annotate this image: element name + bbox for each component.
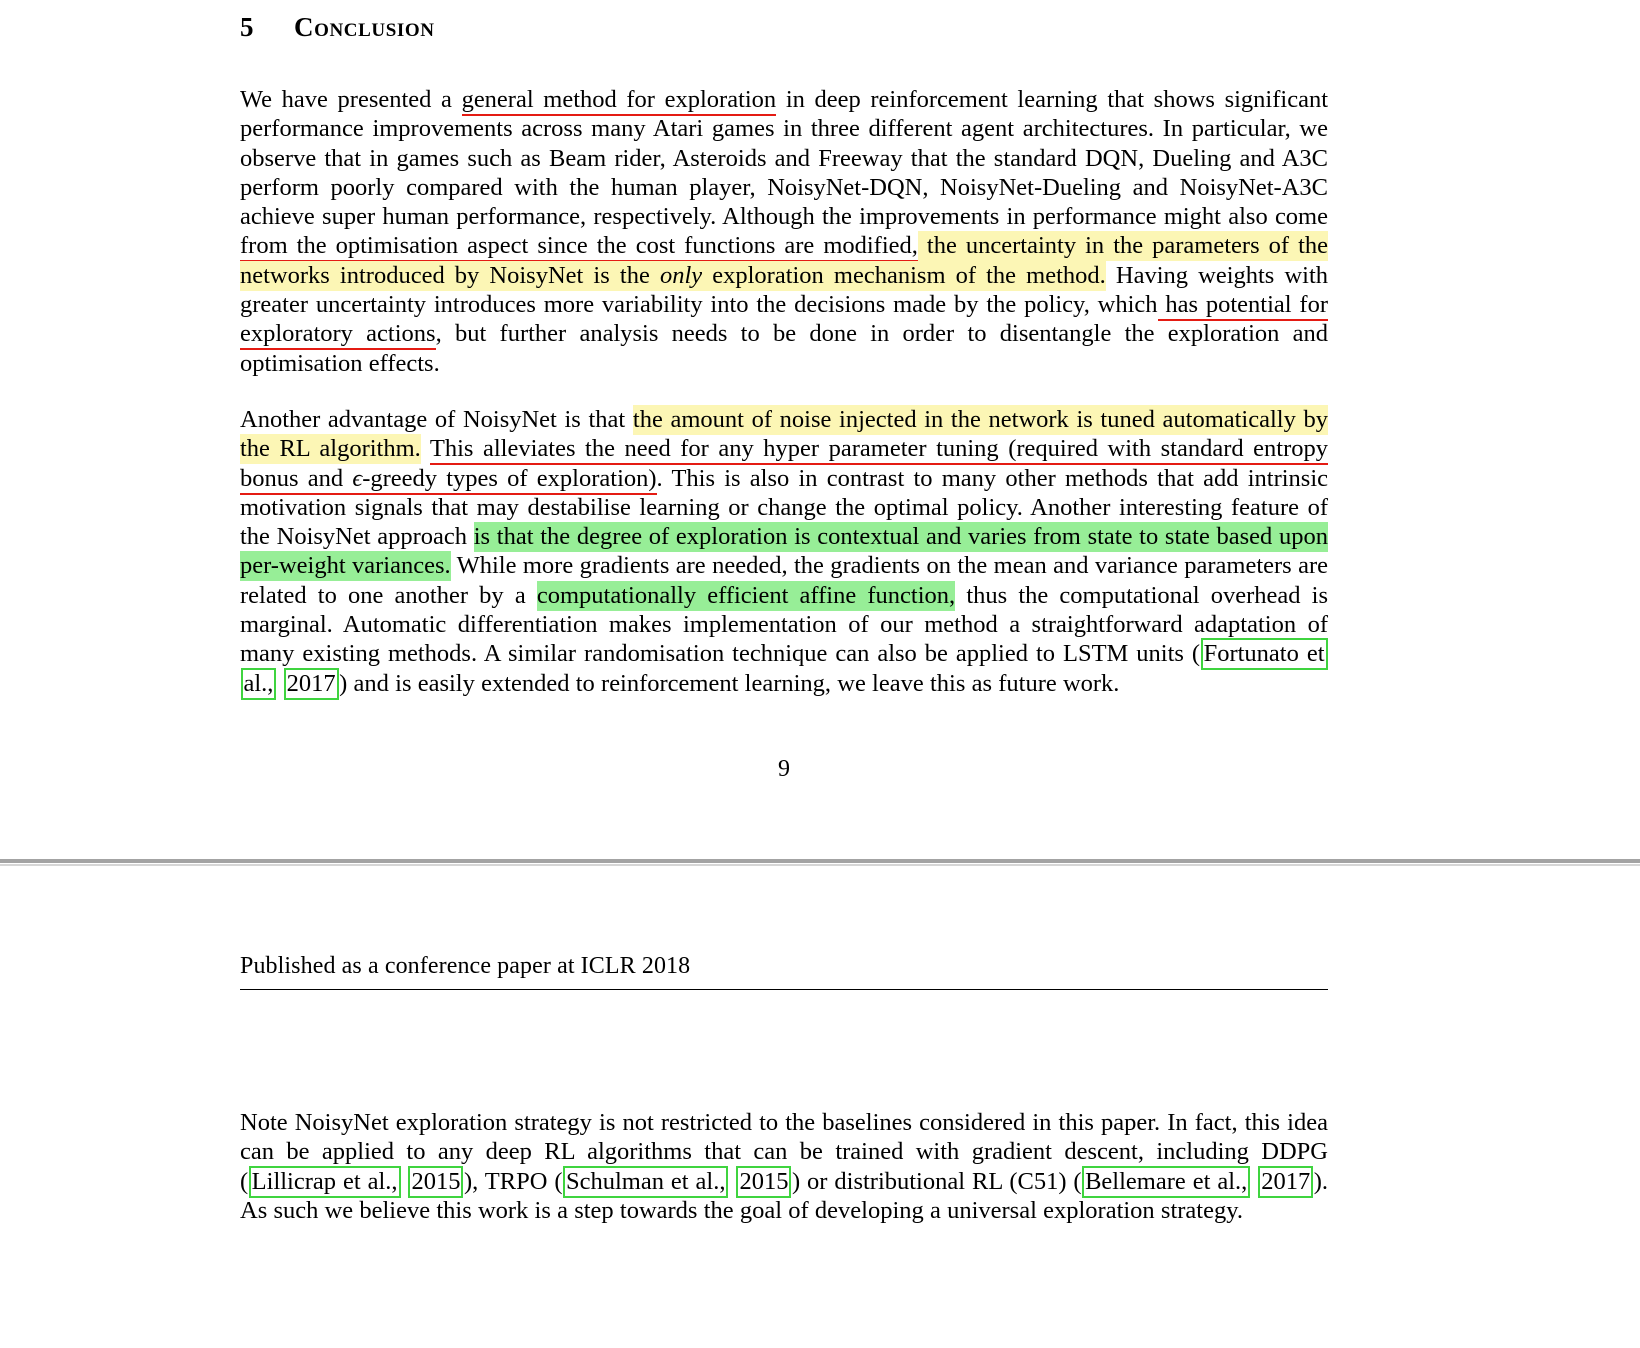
para3-text-4: ). As such we believe this work is a step towards the goal of developing a universal exploration strategy. (240, 1167, 1329, 1224)
para3-space-1 (401, 1168, 408, 1195)
citation-box-lillicrap-year: 2015 (408, 1166, 463, 1198)
para3-text-1: Note NoisyNet exploration strategy is not restricted to the baselines considered in this paper. In fact, this idea can be applied to any deep RL algorithms that can be trained with gradient descent, including DDPG ( (240, 1108, 1328, 1195)
para2-green-highlight-1: is that the degree of exploration is contextual and varies from state to state based upon per-weight variances. (240, 523, 1328, 580)
page-number: 9 (778, 755, 790, 782)
citation-box-schulman: Schulman et al., (563, 1166, 728, 1198)
para1-text-2: in deep reinforcement learning that shows significant performance improvements across many Atari games in three different agent architectures. In particular, we observe that in games such as Beam rider, Asteroids and Freeway that the standard DQN, Dueling and A3C perform poorly compared with the human player, NoisyNet-DQN, NoisyNet-Dueling and NoisyNet-A3C achieve super human performance, respectively. Although the improvements in performance might also (240, 86, 1328, 231)
para2-text-1: Another advantage of NoisyNet is that (240, 405, 633, 433)
document-page-bottom (0, 953, 1640, 1225)
para2-green-highlight-2: computationally efficient affine function, (536, 581, 956, 609)
para3-text-3: ) or distributional RL (C51) ( (791, 1167, 1082, 1195)
conclusion-paragraph-1 (240, 85, 1328, 378)
para2-text-4: thus the computational overhead is marginal. Automatic differentiation makes implementation of our method a straightforward adaptation of many existing methods. A similar randomisation technique can also be applied to LSTM units ( (240, 581, 1329, 668)
citation-box-lillicrap: Lillicrap et al., (249, 1166, 401, 1198)
para2-space-2 (277, 670, 283, 697)
running-head: Published as a conference paper at ICLR 2018 (240, 953, 1328, 990)
para2-text-3: While more gradients are needed, the gradients on the mean and variance parameters are related to one another by a (240, 552, 1328, 609)
para1-yellow-highlight-italic: only (659, 261, 703, 289)
para1-text-4: , but further analysis needs to be done in order to disentangle the exploration and optimisation effects. (240, 320, 1328, 377)
para3-space-3 (1251, 1168, 1258, 1195)
section-number: 5 (240, 12, 254, 42)
para1-text-3: Having weights with greater uncertainty introduces more variability into the decisions made by the policy, which (240, 261, 1329, 319)
citation-box-schulman-year: 2015 (736, 1166, 791, 1198)
para2-space-1 (421, 435, 430, 462)
citation-box-fortunato: Fortunato et al., (241, 638, 1328, 699)
para3-space-2 (729, 1168, 736, 1195)
para1-yellow-highlight-2: exploration mechanism of the method. (702, 261, 1106, 289)
para2-text-5: ) and is easily extended to reinforcement learning, we leave this as future work. (339, 669, 1120, 697)
conclusion-paragraph-2 (240, 405, 1328, 698)
section-title: Conclusion (294, 12, 435, 42)
para3-text-2: ), TRPO ( (463, 1167, 563, 1195)
para2-red-underline-a: This alleviates the need for any hyper parameter tuning (required with standard entropy bonus and (240, 435, 1328, 494)
page-break-divider (0, 855, 1640, 869)
appendix-paragraph (240, 1108, 1328, 1225)
para2-yellow-highlight-1: the amount of noise injected in the network is tuned automatically by the RL algorithm. (240, 405, 1328, 463)
para1-yellow-highlight-1: the uncertainty in the parameters of the networks introduced by NoisyNet is the (240, 232, 1329, 289)
para2-red-underline-b: -greedy types of exploration) (362, 465, 656, 495)
page-break-line-light (0, 864, 1640, 866)
para1-red-underline-3: has potential for exploratory actions (240, 291, 1328, 350)
para1-red-underline-1: general method for exploration (462, 86, 777, 116)
citation-box-bellemare-year: 2017 (1258, 1166, 1313, 1198)
epsilon-symbol: ϵ (352, 465, 362, 495)
citation-box-fortunato-year: 2017 (284, 668, 339, 700)
para2-text-2: . This is also in contrast to many other methods that add intrinsic motivation signals that may destabilise learning or change the optimal policy. Another interesting feature of the NoisyNet approach (240, 464, 1329, 551)
page-break-line-dark (0, 859, 1640, 863)
para1-red-underline-2: come from the optimisation aspect since the cost functions are modified, (240, 203, 1328, 262)
section-heading (240, 0, 1328, 43)
para1-text-1: We have presented a (240, 86, 462, 113)
citation-box-bellemare: Bellemare et al., (1082, 1166, 1250, 1198)
